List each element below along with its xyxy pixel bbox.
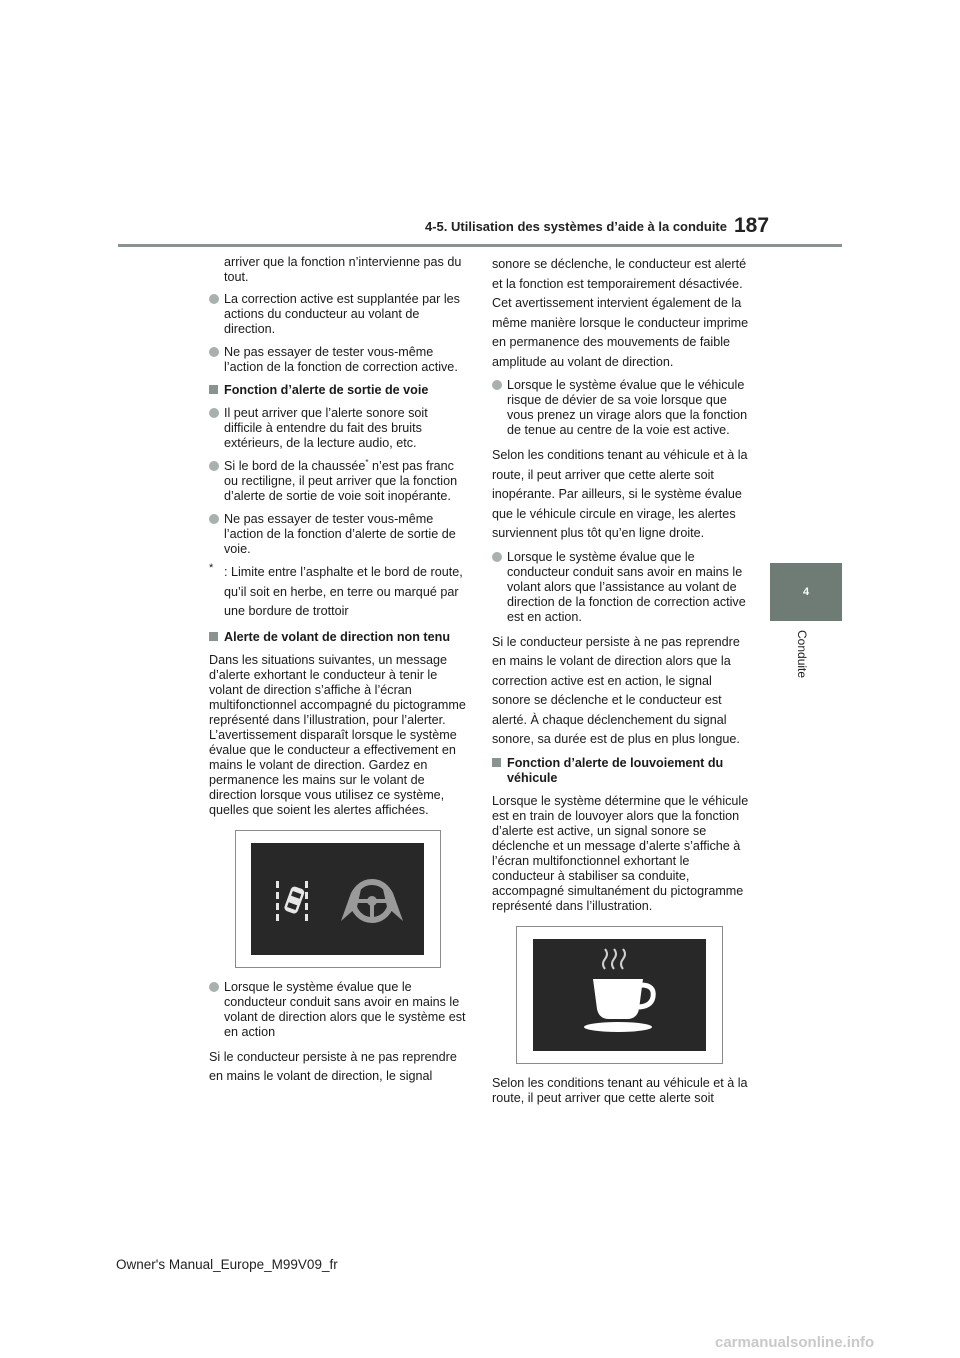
list-item <box>492 378 750 438</box>
footnote-star: * <box>209 562 214 574</box>
body-paragraph: Lorsque le système détermine que le véhicule est en train de louvoyer alors que la fonction d’alerte est active, un signal sonore se déclenche et un message d’alerte s’affiche à l’écran multifonctionnel exhortant le conducteur à stabiliser sa conduite, accompagné simultanément du pictogramme représenté dans l’illustration. <box>492 793 749 913</box>
header-divider <box>118 244 842 247</box>
list-item-text: Lorsque le système évalue que le véhicule risque de dévier de sa voie lorsque que vous prenez un virage alors que la fonction de tenue au centre de la voie est active. <box>507 378 748 437</box>
bullet-icon <box>492 552 502 562</box>
square-bullet-icon <box>209 632 218 641</box>
list-item <box>209 980 467 1040</box>
body-paragraph: Selon les conditions tenant au véhicule et à la route, il peut arriver que cette alerte soit <box>492 1075 748 1105</box>
manual-footer: Owner's Manual_Europe_M99V09_fr <box>116 1257 338 1272</box>
list-item-text: La correction active est supplantée par les actions du conducteur au volant de direction. <box>224 292 460 336</box>
heading-text: Fonction d’alerte de sortie de voie <box>224 383 429 397</box>
hands-off-warning-figure <box>235 830 441 968</box>
body-paragraph: Si le conducteur persiste à ne pas reprendre en mains le volant de direction, le signal <box>209 1049 457 1083</box>
bullet-icon <box>209 294 219 304</box>
hands-on-steering-wheel-icon <box>337 871 407 931</box>
list-item <box>209 459 467 504</box>
bullet-icon <box>209 408 219 418</box>
square-bullet-icon <box>492 758 501 767</box>
body-paragraph: Selon les conditions tenant au véhicule et à la route, il peut arriver que cette alerte soit inopérante. Par ailleurs, si le système évalue que le véhicule circule en virage, les alertes surviennent plus tôt qu’en ligne droite. <box>492 448 748 540</box>
body-paragraph: Si le conducteur persiste à ne pas reprendre en mains le volant de direction alors que la correction active est en action, le signal sonore se déclenche et le conducteur est alerté. À chaque déclenchement du signal sonore, sa durée est de plus en plus longue. <box>492 634 740 746</box>
body-paragraph: Dans les situations suivantes, un message d’alerte exhortant le conducteur à tenir le volant de direction s’affiche à l’écran multifonctionnel accompagné du pictogramme représenté dans l’illustration, pour l’alerter. L’avertissement disparaît lorsque le système évalue que le conducteur a effectivement en mains le volant de direction. Gardez en permanence les mains sur le volant de direction lorsque vous utilisez ce système, quelles que soient les alertes affichées. <box>209 652 466 817</box>
chapter-tab[interactable] <box>770 563 842 621</box>
body-paragraph: sonore se déclenche, le conducteur est alerté et la fonction est temporairement désactivée. Cet avertissement intervient également de la même manière lorsque le conducteur imprime en permanence des mouvements de faible amplitude au volant de direction. <box>492 257 749 369</box>
list-item-text: n’est pas franc ou rectiligne, il peut arriver que la fonction d’alerte de sortie de voie soit inopérante. <box>224 459 458 503</box>
list-item-text: Ne pas essayer de tester vous-même l’action de la fonction d’alerte de sortie de voie. <box>224 512 456 556</box>
section-heading-sway <box>492 756 750 786</box>
list-item-text: Ne pas essayer de tester vous-même l’action de la fonction de correction active. <box>224 345 458 374</box>
list-item <box>209 292 467 337</box>
list-item-text: Lorsque le système évalue que le conducteur conduit sans avoir en mains le volant alors que l’assistance au volant de direction de la fonction de correction active est en action. <box>507 549 746 624</box>
chapter-number: 4 <box>802 586 810 598</box>
list-item <box>209 406 467 451</box>
footnote <box>209 563 467 622</box>
section-heading-lane-departure <box>209 383 467 398</box>
display-screen <box>251 843 424 955</box>
bullet-icon <box>209 982 219 992</box>
list-item-text: Si le bord de la chaussée <box>224 459 366 473</box>
bullet-icon <box>492 380 502 390</box>
watermark: carmanualsonline.info <box>715 1334 875 1351</box>
intro-text: arriver que la fonction n’intervienne pas du tout. <box>224 255 462 284</box>
section-heading-hands-off <box>209 630 467 645</box>
list-item <box>492 550 750 625</box>
bullet-icon <box>209 461 219 471</box>
square-bullet-icon <box>209 385 218 394</box>
footnote-marker: * <box>365 457 369 467</box>
heading-text: Fonction d’alerte de louvoiement du véhicule <box>507 755 724 785</box>
sway-warning-figure <box>516 926 723 1064</box>
heading-text: Alerte de volant de direction non tenu <box>224 629 451 644</box>
section-title: 4-5. Utilisation des systèmes d’aide à la conduite <box>425 219 727 234</box>
page-number: 187 <box>734 214 770 237</box>
list-item-text: Il peut arriver que l’alerte sonore soit difficile à entendre du fait des bruits extérieurs, de la lecture audio, etc. <box>224 406 428 450</box>
coffee-cup-icon <box>533 939 706 1051</box>
chapter-label: Conduite <box>795 630 809 679</box>
display-screen <box>533 939 706 1051</box>
footnote-text: : Limite entre l’asphalte et le bord de route, qu’il soit en herbe, en terre ou marqué par une bordure de trottoir <box>224 565 463 618</box>
list-item <box>209 345 467 375</box>
bullet-icon <box>209 347 219 357</box>
bullet-icon <box>209 514 219 524</box>
right-column <box>492 255 750 1113</box>
list-item <box>209 512 467 557</box>
list-item-text: Lorsque le système évalue que le conducteur conduit sans avoir en mains le volant de direction alors que le système est en action <box>224 979 466 1039</box>
left-column <box>209 255 467 1093</box>
